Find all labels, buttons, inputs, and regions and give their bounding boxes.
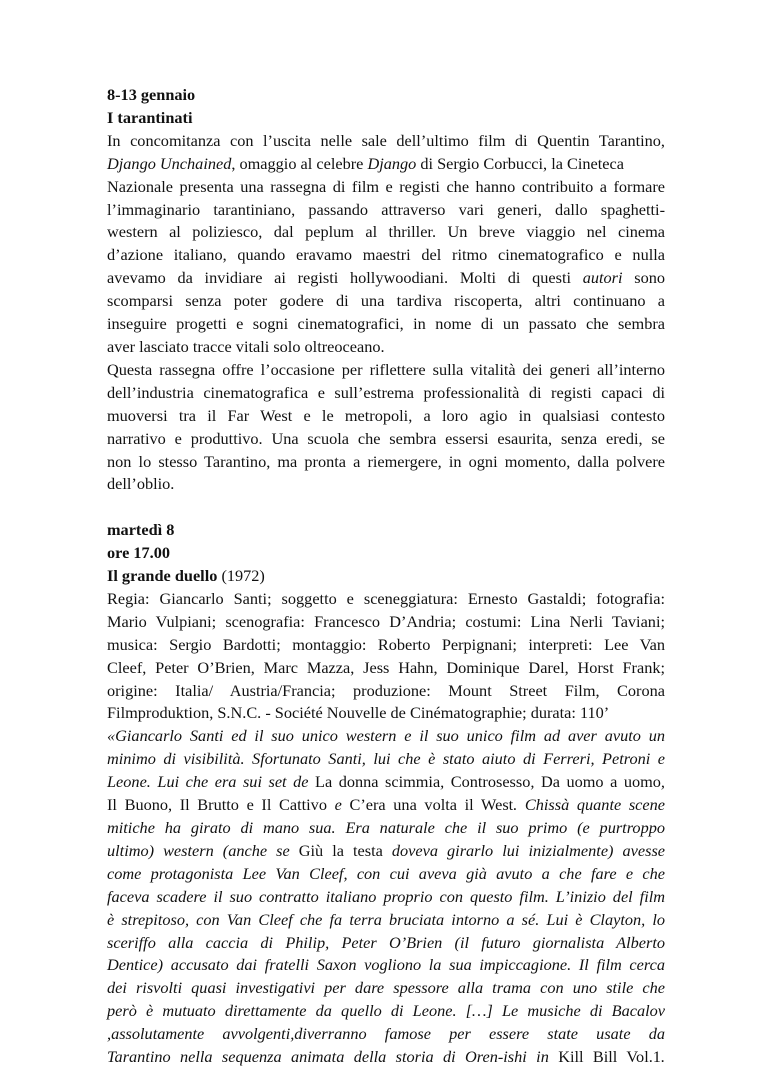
text-line: Regia: Giancarlo Santi; soggetto e sceneggiatura: Ernesto Gastaldi; fotografia: <box>107 588 665 608</box>
text-line: Nazionale presenta una rassegna di film e registi che hanno contribuito a formare <box>107 176 665 196</box>
text-line: faceva scadere il suo contratto italiano proprio con questo film. L’inizio del film <box>107 886 665 906</box>
festival-dates: 8-13 gennaio <box>107 85 196 104</box>
text-line: musica: Sergio Bardotti; montaggio: Roberto Perpignani; interpreti: Lee Van <box>107 634 665 654</box>
film-title-italic: Django <box>367 153 417 173</box>
text-line: Dentice) accusato dai fratelli Saxon vogliono la sua impiccagione. Il film cerca <box>107 955 665 975</box>
film-credits <box>107 588 665 725</box>
text-line: Tarantino nella sequenza animata della storia di Oren-ishi in Kill Bill Vol.1. <box>107 1047 666 1067</box>
text-line: Questa rassegna offre l’occasione per riflettere sulla vitalità dei generi all’interno <box>107 359 665 379</box>
text-line: ultimo) western (anche se Giù la testa doveva girarlo lui inizialmente) avesse <box>107 840 666 860</box>
screening-day: martedì 8 <box>107 520 175 540</box>
text-line: avevamo da invidiare ai registi hollywoodiani. Molti di questi autori sono <box>107 268 665 288</box>
text-line: scomparsi senza poter godere di una tardiva riscoperta, altri continuano a <box>107 291 665 311</box>
text-line: dei risvolti quasi investigativi per dare spessore alla trama con uno stile che <box>107 978 665 998</box>
text-line: Filmproduktion, S.N.C. - Société Nouvelle de Cinématographie; durata: 110’ <box>107 703 610 723</box>
text-line: Leone. Lui che era sui set de La donna scimmia, Controsesso, Da uomo a uomo, <box>107 772 665 792</box>
text-line: minimo di visibilità. Sfortunato Santi, lui che è stato aiuto di Ferreri, Petroni e <box>107 749 665 769</box>
film-title: Il grande duello <box>107 566 218 586</box>
film-heading <box>107 565 665 588</box>
text-line: d’azione italiano, quando eravamo maestri del ritmo cinematografico e nulla <box>107 245 665 265</box>
film-year: (1972) <box>217 566 265 586</box>
text-line: muoversi tra il Far West e le metropoli, a loro agio in qualsiasi contesto <box>107 405 665 425</box>
intro-paragraph-2 <box>107 359 665 496</box>
text-line: l’immaginario tarantiniano, passando attraverso vari generi, dallo spaghetti- <box>107 199 665 219</box>
spacer <box>107 496 665 519</box>
text-line: In concomitanza con l’uscita nelle sale dell’ultimo film di Quentin Tarantino, <box>107 130 665 150</box>
text-line: Django Unchained, omaggio al celebre Django di Sergio Corbucci, la Cineteca <box>107 153 624 173</box>
document-page <box>107 84 665 1069</box>
text-line: dell’industria cinematografica e sull’estrema professionalità di registi capaci di <box>107 382 665 402</box>
text-line: origine: Italia/ Austria/Francia; produzione: Mount Street Film, Corona <box>107 680 665 700</box>
text-line: è strepitoso, con Van Cleef che fa terra bruciata intorno a sé. Lui è Clayton, lo <box>107 909 665 929</box>
film-review-quote <box>107 725 665 1069</box>
text-line: Cleef, Peter O’Brien, Marc Mazza, Jess Hahn, Dominique Darel, Horst Frank; <box>107 657 665 677</box>
screening-time: ore 17.00 <box>107 543 171 563</box>
text-line: non lo stesso Tarantino, ma pronta a riemergere, in ogni momento, dalla polvere <box>107 451 665 471</box>
text-line: come protagonista Lee Van Cleef, con cui aveva già avuto a che fare e che <box>107 863 665 883</box>
text-line: aver lasciato tracce vitali solo oltreoceano. <box>107 336 385 356</box>
text-line: sceriffo alla caccia di Philip, Peter O’Brien (il futuro giornalista Alberto <box>107 932 665 952</box>
text-line: western al poliziesco, dal peplum al thriller. Un breve viaggio nel cinema <box>107 222 665 242</box>
text-line: narrativo e produttivo. Una scuola che sembra essersi esaurita, senza eredi, se <box>107 428 665 448</box>
text-line: però è mutuato direttamente da quello di Leone. […] Le musiche di Bacalov <box>107 1001 665 1021</box>
festival-title: I tarantinati <box>107 107 193 127</box>
text-line: Il Buono, Il Brutto e Il Cattivo e C’era una volta il West. Chissà quante scene <box>107 795 665 815</box>
intro-paragraph-1 <box>107 130 665 359</box>
text-line: «Giancarlo Santi ed il suo unico western e il suo unico film ad aver avuto un <box>107 726 665 746</box>
text-line: dell’oblio. <box>107 474 175 494</box>
film-title-italic: Django Unchained <box>107 153 232 173</box>
text-line: Mario Vulpiani; scenografia: Francesco D’Andria; costumi: Lina Nerli Taviani; <box>107 611 665 631</box>
text-line: mitiche ha girato di mano sua. Era naturale che il suo primo (e purtroppo <box>107 817 665 837</box>
text-line: ,assolutamente avvolgenti,diverranno famose per essere state usate da <box>107 1024 665 1044</box>
text-line: inseguire progetti e sogni cinematografici, in nome di un passato che sembra <box>107 314 665 334</box>
